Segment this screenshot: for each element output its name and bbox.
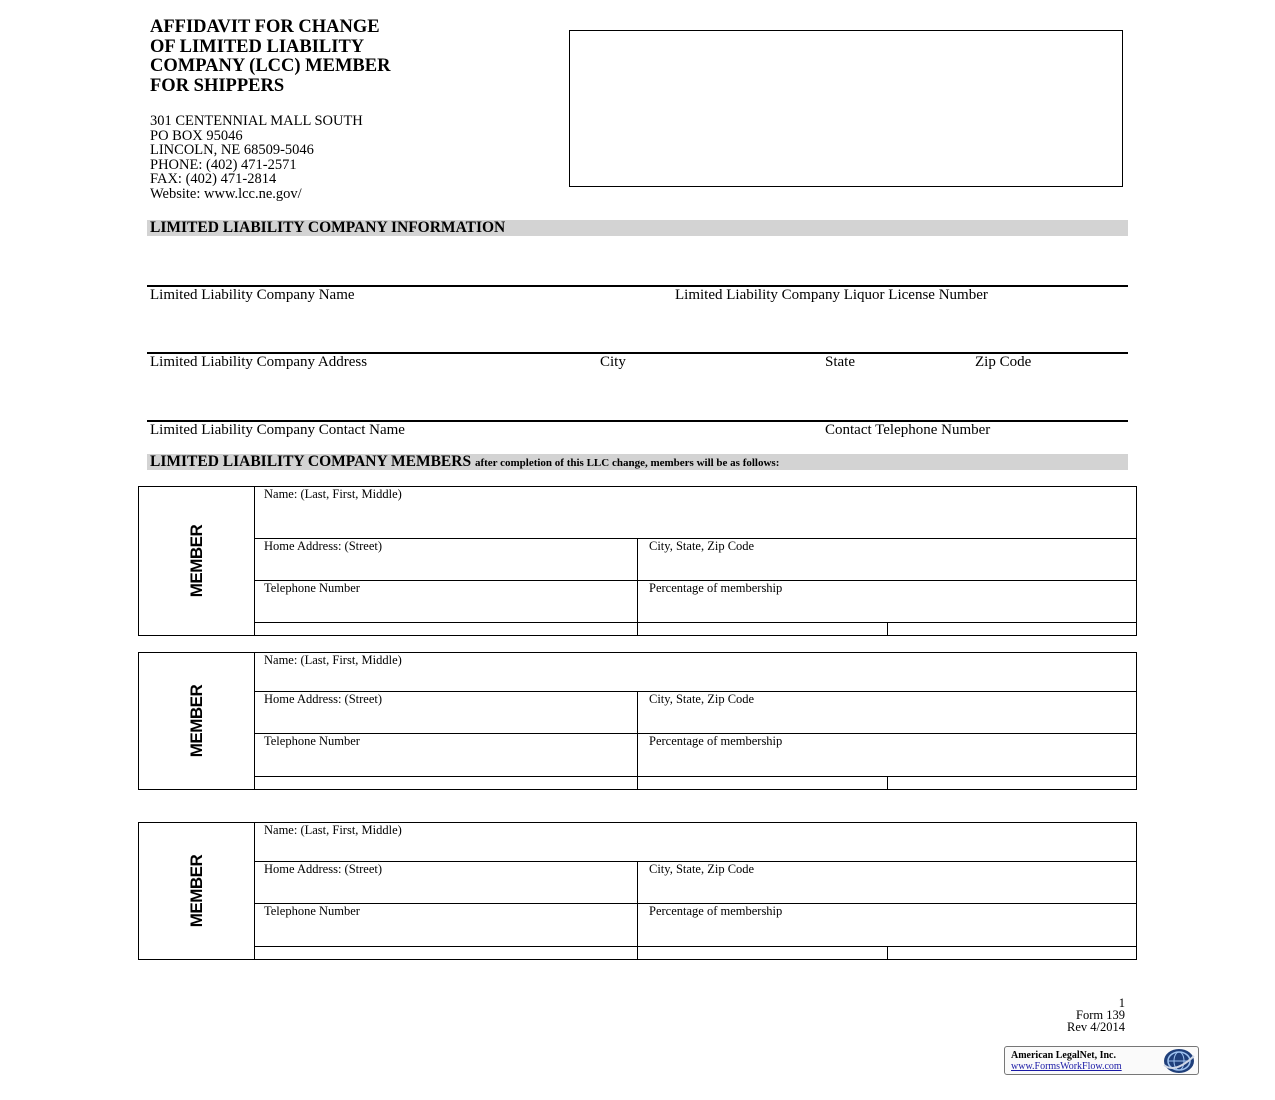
percentage-field[interactable]: Percentage of membership	[649, 734, 783, 748]
telephone-field[interactable]: Telephone Number	[264, 581, 360, 595]
percentage-field[interactable]: Percentage of membership	[649, 581, 783, 595]
company-address-label: Limited Liability Company Address	[150, 354, 368, 370]
legalnet-logo[interactable]	[1004, 1046, 1199, 1075]
website-line: Website: www.lcc.ne.gov/	[150, 185, 302, 202]
form-number: Form 139	[1076, 1008, 1125, 1022]
home-address-field[interactable]: Home Address: (Street)	[264, 539, 383, 553]
address-line: 301 CENTENNIAL MALL SOUTH	[150, 113, 363, 129]
city-label: City	[600, 354, 626, 370]
address-line: FAX: (402) 471-2814	[150, 171, 277, 187]
member-side-label: MEMBER	[139, 487, 255, 635]
globe-icon	[1161, 1048, 1195, 1074]
city-state-zip-field[interactable]: City, State, Zip Code	[649, 862, 755, 876]
address-line: LINCOLN, NE 68509-5046	[150, 142, 314, 158]
revision-date: Rev 4/2014	[1067, 1020, 1125, 1034]
member-name-field[interactable]: Name: (Last, First, Middle)	[264, 823, 402, 837]
agency-address	[150, 114, 363, 201]
member-block	[138, 652, 1137, 790]
members-subheading: after completion of this LLC change, members will be as follows:	[474, 457, 780, 469]
member-side-label: MEMBER	[139, 823, 255, 959]
telephone-field[interactable]: Telephone Number	[264, 734, 360, 748]
office-use-box	[569, 30, 1123, 187]
address-line: PO BOX 95046	[150, 127, 243, 144]
member-block	[138, 486, 1137, 636]
zip-label: Zip Code	[975, 354, 1032, 370]
member-name-field[interactable]: Name: (Last, First, Middle)	[264, 653, 402, 667]
title-line: COMPANY (LCC) MEMBER	[150, 56, 391, 76]
state-label: State	[825, 354, 855, 370]
company-info-heading: LIMITED LIABILITY COMPANY INFORMATION	[147, 220, 1128, 236]
form-title	[150, 18, 550, 96]
page-number: 1	[1118, 996, 1125, 1010]
telephone-field[interactable]: Telephone Number	[264, 904, 360, 918]
city-state-zip-field[interactable]: City, State, Zip Code	[649, 692, 755, 706]
liquor-license-label: Limited Liability Company Liquor License Number	[675, 287, 988, 303]
company-name-label: Limited Liability Company Name	[150, 287, 355, 303]
percentage-field[interactable]: Percentage of membership	[649, 904, 783, 918]
logo-link[interactable]: www.FormsWorkFlow.com	[1011, 1061, 1122, 1072]
contact-name-label: Limited Liability Company Contact Name	[150, 422, 405, 438]
member-side-label: MEMBER	[139, 653, 255, 789]
member-block	[138, 822, 1137, 960]
member-name-field[interactable]: Name: (Last, First, Middle)	[264, 487, 402, 501]
title-line: OF LIMITED LIABILITY	[150, 36, 365, 57]
home-address-field[interactable]: Home Address: (Street)	[264, 692, 383, 706]
contact-phone-label: Contact Telephone Number	[825, 422, 991, 438]
title-line: AFFIDAVIT FOR CHANGE	[150, 17, 380, 37]
members-heading: LIMITED LIABILITY COMPANY MEMBERS after completion of this LLC change, members will be as follows:	[147, 454, 1128, 470]
city-state-zip-field[interactable]: City, State, Zip Code	[649, 539, 755, 553]
title-line: FOR SHIPPERS	[150, 75, 285, 96]
logo-brand: American LegalNet, Inc.	[1011, 1050, 1116, 1061]
form-footer	[1067, 997, 1125, 1033]
home-address-field[interactable]: Home Address: (Street)	[264, 862, 383, 876]
address-line: PHONE: (402) 471-2571	[150, 156, 297, 173]
